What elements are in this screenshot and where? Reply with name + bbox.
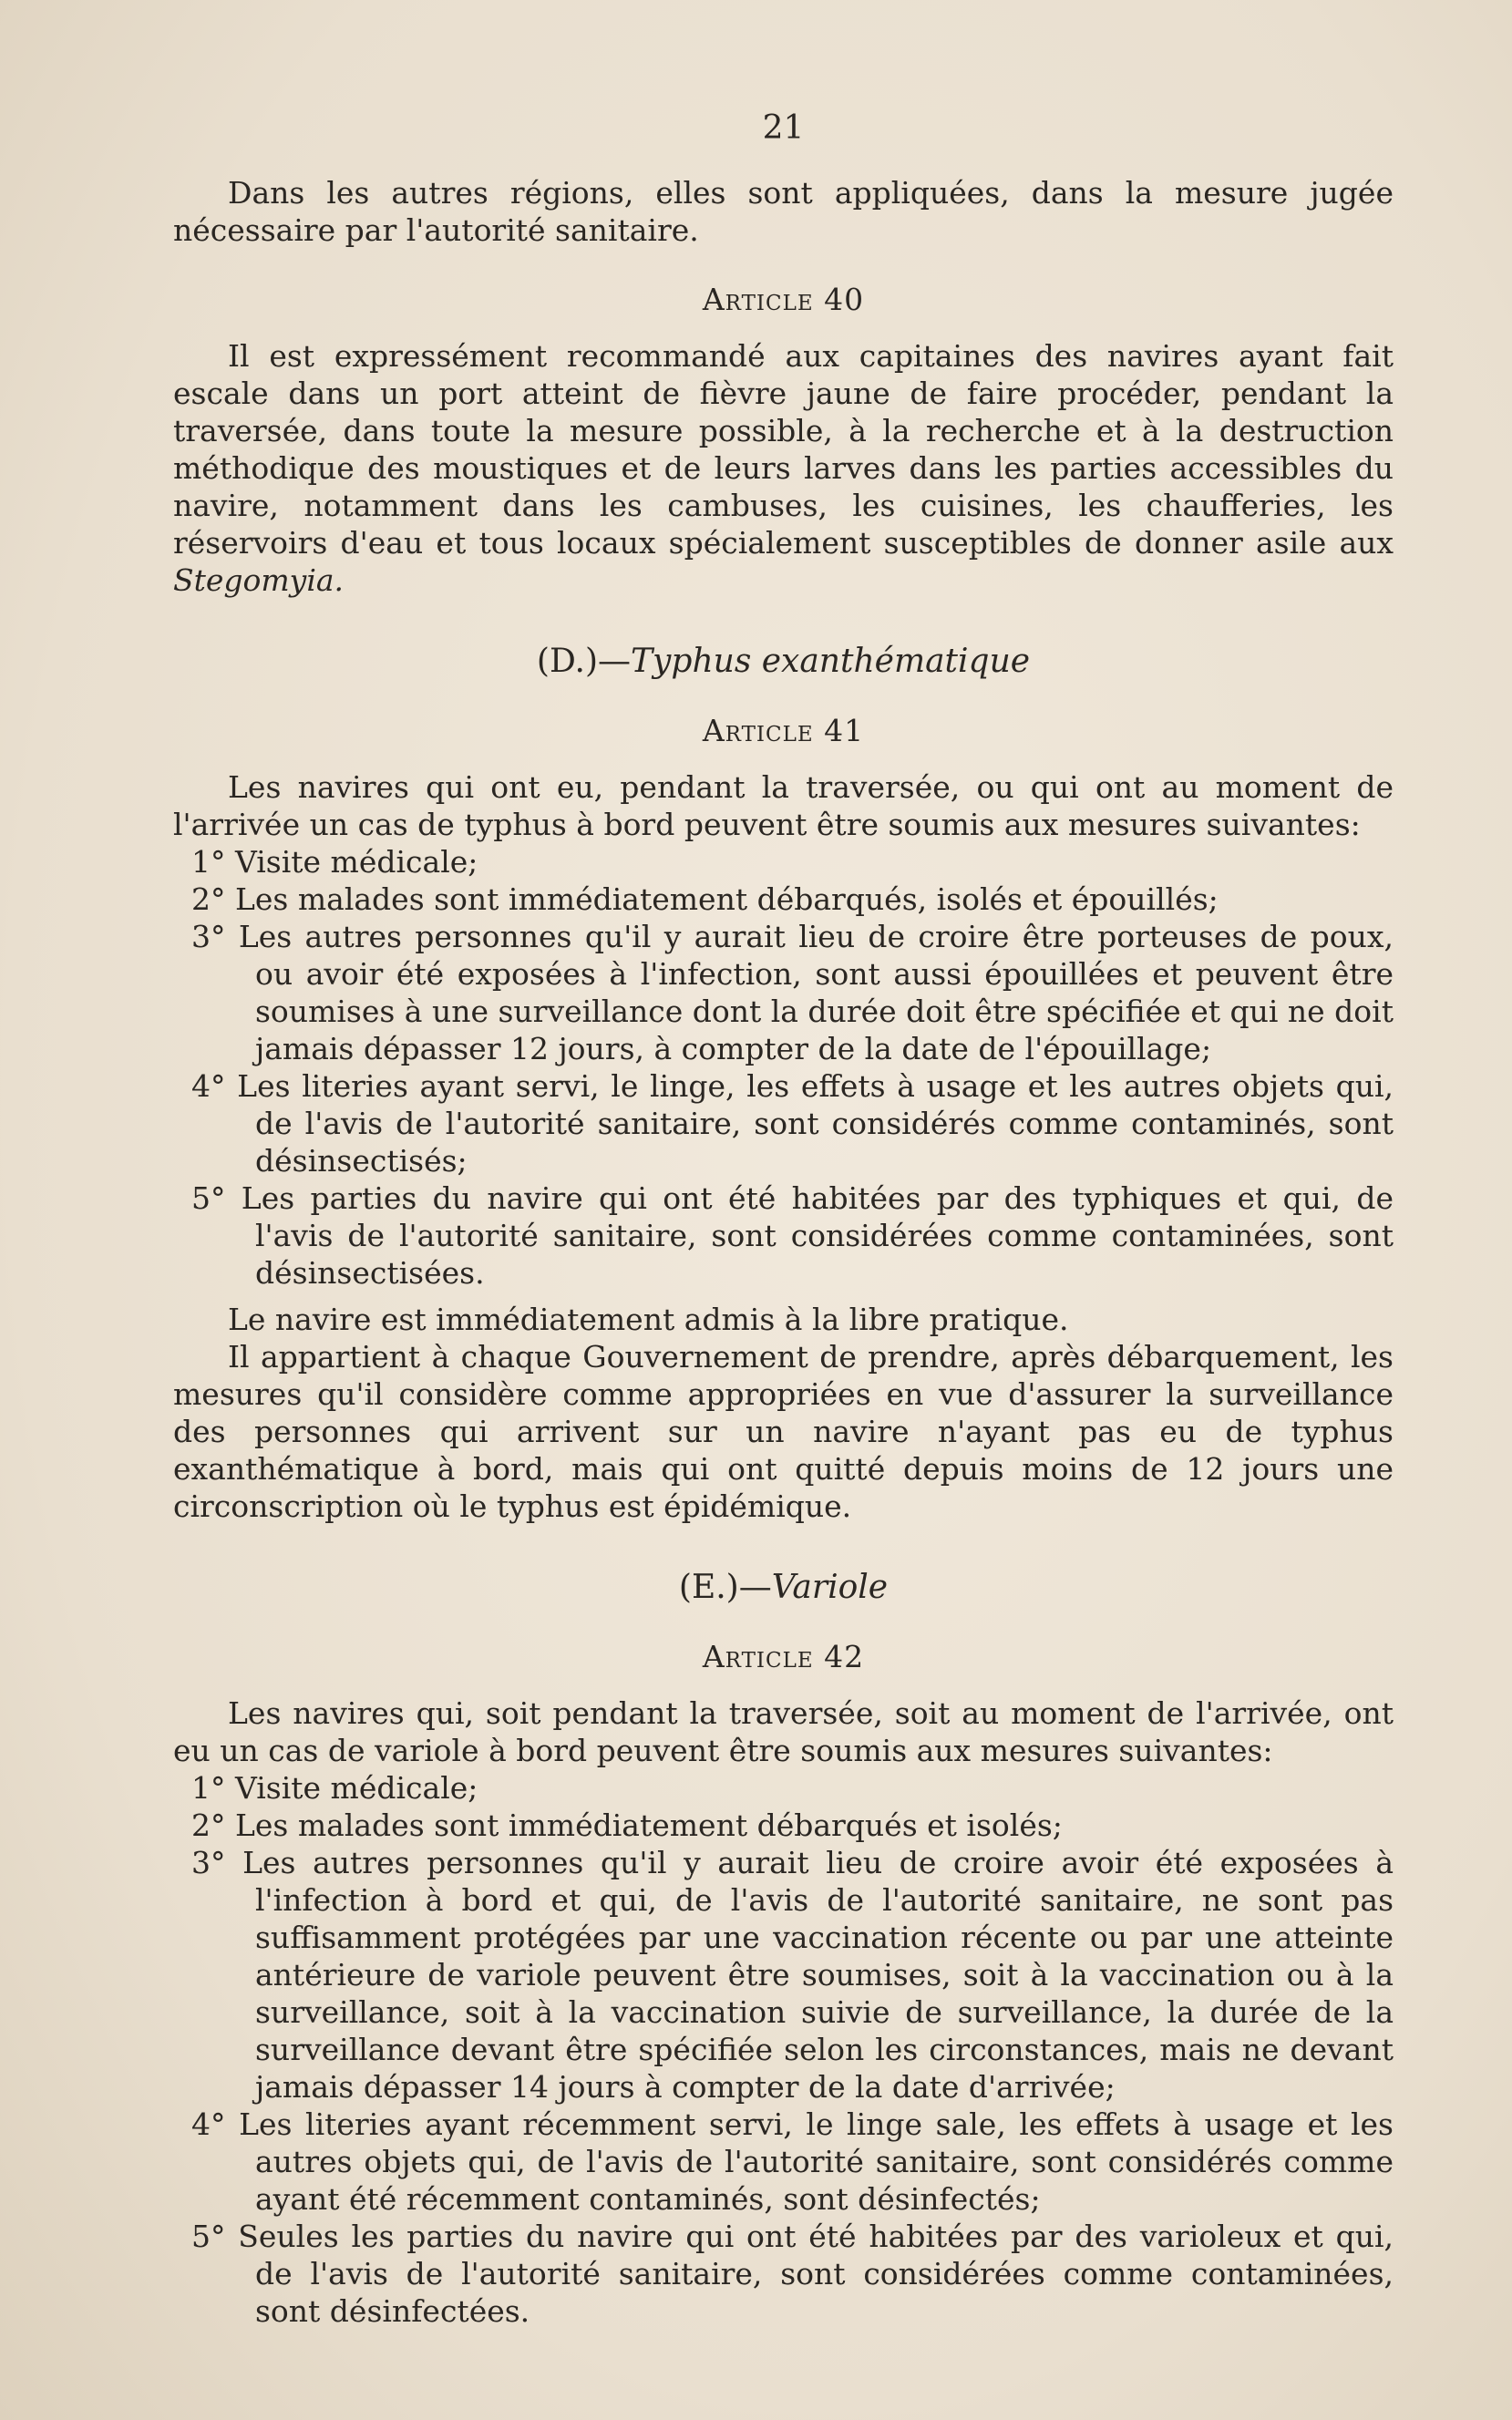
article-42-item-2: 2° Les malades sont immédiatement débarqués et isolés; [191, 1807, 1063, 1843]
section-e-title: Variole [771, 1569, 889, 1606]
article-42-item-4: 4° Les literies ayant récemment servi, le linge sale, les effets à usage et les autres objets qui, de l'avis de l'autorité sanitaire, sont considérés comme ayant été récemment contaminés, sont désinfectés; [191, 2106, 1394, 2217]
article-41-lead: Les navires qui ont eu, pendant la traversée, ou qui ont au moment de l'arrivée un cas de typhus à bord peuvent être soumis aux mesures suivantes: [173, 769, 1394, 842]
article-41-paragraph-2: Il appartient à chaque Gouvernement de prendre, après débarquement, les mesures qu'il considère comme appropriées en vue d'assurer la surveillance des personnes qui arrivent sur un navire n'ayant pas eu de typhus exanthématique à bord, mais qui ont quitté depuis moins de 12 jours une circonscription où le typhus est épidémique. [173, 1339, 1394, 1524]
article-41-item-3: 3° Les autres personnes qu'il y aurait lieu de croire être porteuses de poux, ou avoir été exposées à l'infection, sont aussi épouillées et peuvent être soumises à une surveillance dont la durée doit être spécifiée et qui ne doit jamais dépasser 12 jours, à compter de la date de l'épouillage; [191, 919, 1394, 1066]
article-41-paragraph-1: Le navire est immédiatement admis à la libre pratique. [228, 1302, 1069, 1337]
section-e-prefix: (E.)— [678, 1569, 772, 1606]
section-e-heading [173, 1569, 1394, 1606]
section-d-title: Typhus exanthématique [631, 643, 1031, 680]
article-41-item-4: 4° Les literies ayant servi, le linge, les effets à usage et les autres objets qui, de l'avis de l'autorité sanitaire, sont considérés comme contaminés, sont désinsectisés; [191, 1068, 1394, 1179]
intro-paragraph: Dans les autres régions, elles sont appliquées, dans la mesure jugée nécessaire par l'autorité sanitaire. [173, 175, 1394, 248]
article-41-item-5: 5° Les parties du navire qui ont été habitées par des typhiques et qui, de l'avis de l'autorité sanitaire, sont considérées comme contaminées, sont désinsectisées. [191, 1180, 1394, 1291]
article-42-item-3: 3° Les autres personnes qu'il y aurait lieu de croire avoir été exposées à l'infection à bord et qui, de l'avis de l'autorité sanitaire, ne sont pas suffisamment protégées par une vaccination récente ou par une atteinte antérieure de variole peuvent être soumises, soit à la vaccination ou à la surveillance, soit à la vaccination suivie de surveillance, la durée de la surveillance devant être spécifiée selon les circonstances, mais ne devant jamais dépasser 14 jours à compter de la date d'arrivée; [191, 1845, 1394, 2105]
article-41-item-1: 1° Visite médicale; [191, 844, 478, 880]
article-40-body: Il est expressément recommandé aux capitaines des navires ayant fait escale dans un port atteint de fièvre jaune de faire procéder, pendant la traversée, dans toute la mesure possible, à la recherche et à la destruction méthodique des moustiques et de leurs larves dans les parties accessibles du navire, notamment dans les cambuses, les cuisines, les chaufferies, les réservoirs d'eau et tous locaux spécialement susceptibles de donner asile aux [173, 338, 1394, 561]
article-40-italic-term: Stegomyia. [173, 562, 345, 598]
article-41-item-2: 2° Les malades sont immédiatement débarqués, isolés et épouillés; [191, 881, 1219, 917]
article-42-item-5: 5° Seules les parties du navire qui ont été habitées par des varioleux et qui, de l'avis de l'autorité sanitaire, sont considérées comme contaminées, sont désinfectées. [191, 2219, 1394, 2329]
article-42-lead: Les navires qui, soit pendant la traversée, soit au moment de l'arrivée, ont eu un cas de variole à bord peuvent être soumis aux mesures suivantes: [173, 1695, 1394, 1768]
article-42-heading: Article 42 [702, 1639, 865, 1674]
article-40-heading: Article 40 [702, 282, 865, 317]
section-d-heading [173, 643, 1394, 680]
section-d-prefix: (D.)— [536, 643, 632, 680]
article-40-text [173, 337, 1394, 599]
article-41-heading: Article 41 [702, 713, 865, 748]
page-number: 21 [762, 109, 805, 147]
article-42-item-1: 1° Visite médicale; [191, 1770, 478, 1806]
